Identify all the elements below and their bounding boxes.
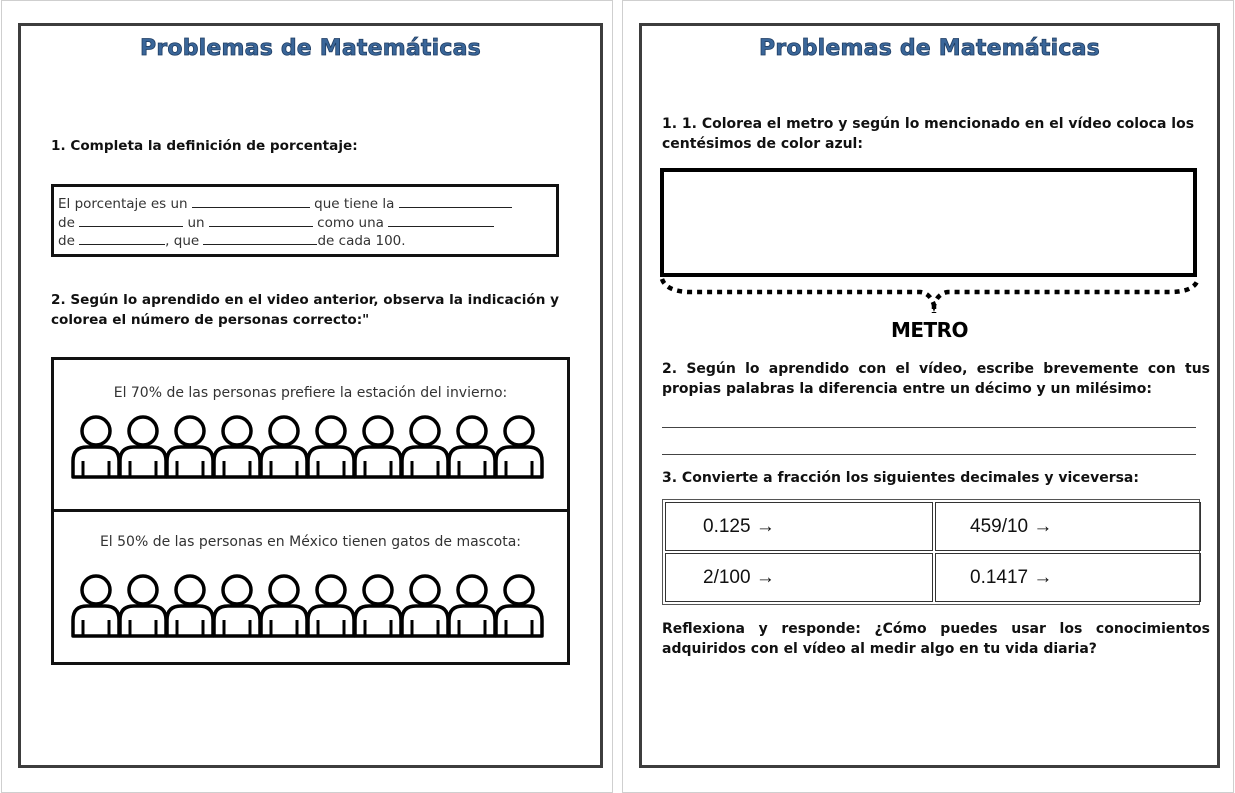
metro-bar[interactable] (660, 168, 1197, 277)
person-icon[interactable] (211, 415, 263, 479)
worksheet-page-1 (1, 0, 613, 793)
person-icon[interactable] (305, 574, 357, 638)
fill-blank[interactable] (79, 233, 165, 245)
page-title: Problemas de Matemáticas (759, 36, 1100, 61)
statement-text: El 50% de las personas en México tienen gatos de mascota: (99, 534, 522, 550)
person-icon[interactable] (493, 574, 545, 638)
person-icon[interactable] (70, 574, 122, 638)
worksheet-page-2 (622, 0, 1234, 793)
people-row (70, 574, 550, 638)
person-icon[interactable] (352, 415, 404, 479)
definition-text: El porcentaje es un (58, 196, 192, 212)
page-frame (18, 23, 603, 768)
conversion-cell[interactable]: 0.125 → (665, 502, 933, 551)
definition-text: , que (165, 233, 204, 249)
answer-line[interactable] (662, 454, 1196, 455)
definition-line-1 (58, 195, 552, 214)
definition-text: de (58, 233, 80, 249)
definition-line-2 (58, 214, 552, 233)
definition-line-3 (58, 232, 552, 251)
person-icon[interactable] (164, 574, 216, 638)
fill-blank[interactable] (388, 215, 494, 227)
question-3-label: 3. Convierte a fracción los siguientes decimales y viceversa: (662, 470, 1139, 486)
people-row (70, 415, 550, 479)
conversion-cell[interactable]: 2/100 → (665, 553, 933, 602)
page-title: Problemas de Matemáticas (140, 36, 481, 61)
person-icon[interactable] (493, 415, 545, 479)
person-icon[interactable] (305, 415, 357, 479)
person-icon[interactable] (352, 574, 404, 638)
conversion-cell[interactable]: 0.1417 → (935, 553, 1201, 602)
conversion-table (662, 499, 1200, 605)
person-icon[interactable] (258, 415, 310, 479)
person-icon[interactable] (258, 574, 310, 638)
metro-label: METRO (890, 318, 969, 342)
person-icon[interactable] (446, 574, 498, 638)
definition-text: de (58, 214, 80, 231)
person-icon[interactable] (446, 415, 498, 479)
person-icon[interactable] (399, 415, 451, 479)
people-box-cats (51, 510, 570, 665)
curly-brace-icon (658, 273, 1201, 315)
definition-text: de cada 100. (317, 233, 406, 249)
definition-box (51, 184, 559, 257)
question-2-label: 2. Según lo aprendido con el vídeo, escribe brevemente con tus propias palabras la diferencia entre un décimo y un milésimo: (662, 361, 1210, 397)
person-icon[interactable] (117, 415, 169, 479)
person-icon[interactable] (399, 574, 451, 638)
page-frame (639, 23, 1220, 768)
fill-blank[interactable] (79, 215, 183, 227)
answer-line[interactable] (662, 427, 1196, 428)
reflection-question: Reflexiona y responde: ¿Cómo puedes usar los conocimientos adquiridos con el vídeo al medir algo en tu vida diaria? (662, 621, 1210, 657)
person-icon[interactable] (211, 574, 263, 638)
question-1-label: 1. 1. Colorea el metro y según lo mencionado en el vídeo coloca los centésimos de color azul: (662, 116, 1195, 152)
people-box-winter (51, 357, 570, 511)
fill-blank[interactable] (399, 196, 512, 208)
person-icon[interactable] (117, 574, 169, 638)
person-icon[interactable] (70, 415, 122, 479)
question-2-label: 2. Según lo aprendido en el video anterior, observa la indicación y colorea el número de personas correcto:" (51, 292, 559, 328)
definition-text: un (183, 214, 209, 231)
person-icon[interactable] (164, 415, 216, 479)
fill-blank[interactable] (209, 215, 313, 227)
statement-text: El 70% de las personas prefiere la estación del invierno: (113, 385, 508, 401)
conversion-cell[interactable]: 459/10 → (935, 502, 1201, 551)
fill-blank[interactable] (203, 233, 317, 245)
question-1-label: 1. Completa la definición de porcentaje: (51, 138, 358, 154)
fill-blank[interactable] (192, 196, 310, 208)
definition-text: que tiene la (309, 196, 399, 212)
definition-text: como una (312, 214, 389, 231)
